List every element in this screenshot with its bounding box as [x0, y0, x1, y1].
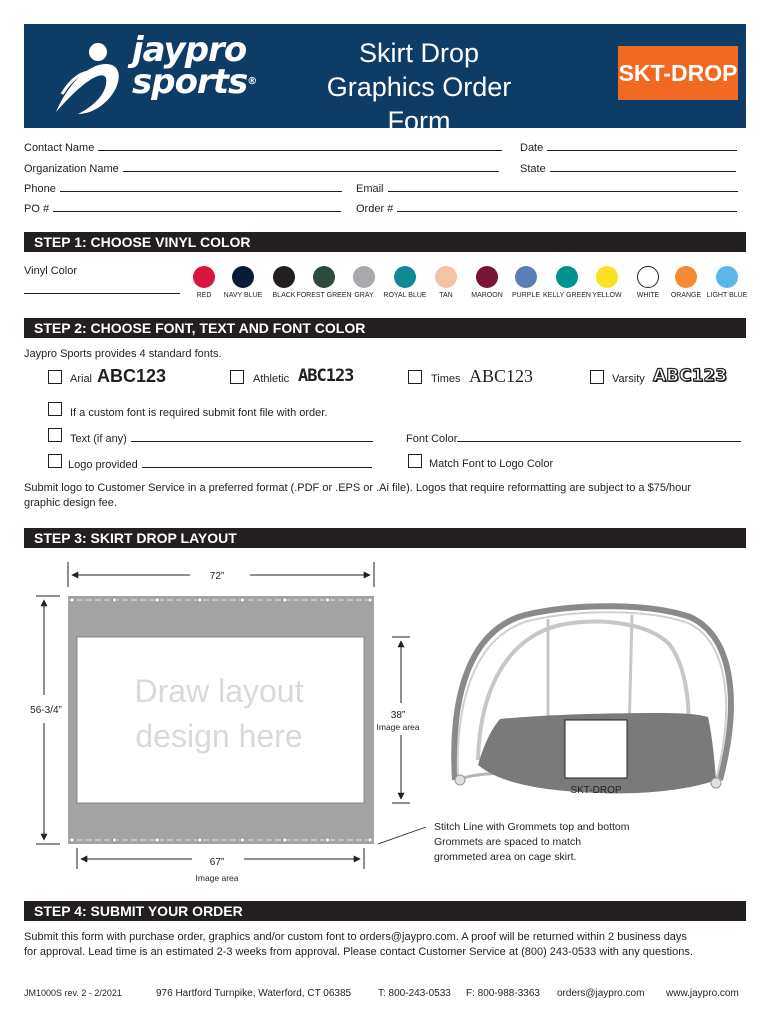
text-if-any-input[interactable]: [131, 432, 373, 442]
jaypro-logo-icon: [48, 34, 138, 118]
grommet-top-5: [240, 598, 244, 602]
swatch-tan[interactable]: [435, 266, 457, 288]
swatch-maroon[interactable]: [476, 266, 498, 288]
logo-note-line-1: Submit logo to Customer Service in a preferred format (.PDF or .EPS or .Ai file). Logos that require reformatting are subject to a $75/hour: [24, 482, 692, 494]
match-font-label: Match Font to Logo Color: [429, 458, 554, 470]
organization-name-field[interactable]: [24, 162, 499, 175]
match-font-checkbox[interactable]: [408, 454, 422, 468]
swatch-light-blue[interactable]: [716, 266, 738, 288]
logo-line-2: sports: [132, 62, 248, 102]
dim-72-label: 72”: [209, 571, 225, 582]
email-input[interactable]: [388, 182, 738, 192]
footer-address: 976 Hartford Turnpike, Waterford, CT 06385: [156, 988, 352, 999]
swatch-red[interactable]: [193, 266, 215, 288]
dim-38-label: 38”: [390, 710, 406, 721]
footer-email[interactable]: orders@jaypro.com: [557, 988, 645, 999]
email-label: Email: [356, 183, 384, 195]
logo-provided-input[interactable]: [142, 458, 372, 468]
date-field[interactable]: [520, 141, 737, 154]
text-if-any-field[interactable]: [70, 432, 373, 445]
custom-font-checkbox[interactable]: [48, 402, 62, 416]
dim-67-image-area-label: Image area: [195, 873, 239, 883]
font-arial-label: Arial: [70, 373, 93, 385]
step-2-heading: STEP 2: CHOOSE FONT, TEXT AND FONT COLOR: [24, 318, 746, 338]
font-athletic-checkbox[interactable]: [230, 370, 244, 384]
swatch-label-black: BLACK: [272, 292, 296, 299]
font-arial-checkbox[interactable]: [48, 370, 62, 384]
swatch-orange[interactable]: [675, 266, 697, 288]
grommet-top-3: [155, 598, 159, 602]
footer-tel: T: 800-243-0533: [378, 988, 451, 999]
font-varsity-label: Varsity: [612, 373, 645, 385]
text-if-any-label: Text (if any): [70, 433, 127, 445]
stitch-note-line-2: Grommets are spaced to match: [434, 836, 582, 848]
swatch-kelly-green[interactable]: [556, 266, 578, 288]
grommet-top-8: [368, 598, 372, 602]
vinyl-color-label: Vinyl Color: [24, 265, 77, 277]
stitch-callout-line: [378, 827, 426, 844]
po-label: PO #: [24, 203, 50, 215]
phone-field[interactable]: [24, 182, 342, 195]
footer-web[interactable]: www.jaypro.com: [666, 988, 739, 999]
grommet-bottom-6: [283, 838, 287, 842]
swatch-label-yellow: YELLOW: [592, 292, 622, 299]
swatch-label-kelly-green: KELLY GREEN: [543, 292, 591, 299]
logo-provided-label: Logo provided: [68, 459, 138, 471]
product-label: SKT-DROP: [570, 785, 622, 796]
dim-67-label: 67”: [209, 857, 225, 868]
cage-illustration: [454, 606, 731, 793]
font-color-label: Font Color: [406, 433, 458, 445]
po-field[interactable]: [24, 202, 341, 215]
swatch-label-forest-green: FOREST GREEN: [296, 292, 352, 299]
swatch-navy-blue[interactable]: [232, 266, 254, 288]
draw-layout-line-2: design here: [135, 718, 303, 754]
form-title-line-1: Skirt Drop: [358, 38, 480, 68]
grommet-bottom-8: [368, 838, 372, 842]
stitch-note-line-1: Stitch Line with Grommets top and bottom: [434, 821, 630, 833]
footer-rev: JM1000S rev. 2 - 2/2021: [24, 988, 122, 998]
grommet-top-2: [113, 598, 117, 602]
swatch-label-navy-blue: NAVY BLUE: [223, 292, 263, 299]
font-arial-sample: ABC123: [97, 366, 167, 386]
font-times-sample: ABC123: [469, 366, 534, 386]
skirt-layout-diagram: [0, 555, 770, 895]
logo-text: [132, 30, 257, 102]
font-color-field[interactable]: [406, 432, 741, 445]
font-times-checkbox[interactable]: [408, 370, 422, 384]
swatch-label-white: WHITE: [636, 292, 660, 299]
sku-badge: SKT-DROP: [618, 46, 738, 100]
font-athletic-label: Athletic: [253, 373, 290, 385]
dim-height-label: 56-3/4”: [30, 705, 62, 716]
grommet-top-7: [325, 598, 329, 602]
grommet-top-1: [70, 598, 74, 602]
swatch-label-light-blue: LIGHT BLUE: [706, 292, 748, 299]
form-title: [294, 36, 544, 138]
dim-38-image-area-label: Image area: [376, 722, 420, 732]
submit-line-2: for approval. Lead time is an estimated 2-3 weeks from approval. Please contact Customer Service at (800) 243-0533 with any questions.: [24, 946, 693, 958]
grommet-bottom-4: [198, 838, 202, 842]
logo-line-1: jaypro: [132, 30, 247, 70]
date-input[interactable]: [547, 141, 737, 151]
vinyl-color-input[interactable]: [24, 293, 180, 294]
order-input[interactable]: [397, 202, 737, 212]
font-times-label: Times: [431, 373, 461, 385]
stitch-note-line-3: grommeted area on cage skirt.: [434, 851, 577, 863]
organization-name-input[interactable]: [123, 162, 499, 172]
fonts-intro: Jaypro Sports provides 4 standard fonts.: [24, 348, 222, 360]
state-input[interactable]: [550, 162, 736, 172]
swatch-label-royal-blue: ROYAL BLUE: [383, 292, 427, 299]
grommet-top-6: [283, 598, 287, 602]
swatch-forest-green[interactable]: [313, 266, 335, 288]
font-varsity-checkbox[interactable]: [590, 370, 604, 384]
swatch-label-tan: TAN: [439, 292, 453, 299]
submit-line-1: Submit this form with purchase order, graphics and/or custom font to orders@jaypro.com. A proof will be returned within 2 business days: [24, 931, 687, 943]
phone-label: Phone: [24, 183, 56, 195]
grommet-top-4: [198, 598, 202, 602]
order-field[interactable]: [356, 202, 737, 215]
swatch-label-red: RED: [196, 292, 212, 299]
logo-note: [24, 481, 691, 511]
grommet-bottom-7: [325, 838, 329, 842]
swatch-label-purple: PURPLE: [511, 292, 541, 299]
text-checkbox[interactable]: [48, 428, 62, 442]
po-input[interactable]: [53, 202, 341, 212]
footer-fax: F: 800-988-3363: [466, 988, 540, 999]
swatch-yellow[interactable]: [596, 266, 618, 288]
header-band: [24, 24, 746, 136]
form-title-line-2: Graphics Order Form: [326, 72, 512, 136]
grommet-bottom-1: [70, 838, 74, 842]
step-3-heading: STEP 3: SKIRT DROP LAYOUT: [24, 528, 746, 548]
cage-image-area: [565, 720, 627, 778]
state-label: State: [520, 163, 546, 175]
step-4-heading: STEP 4: SUBMIT YOUR ORDER: [24, 901, 746, 921]
swatch-label-orange: ORANGE: [670, 292, 702, 299]
font-athletic-sample: ABC123: [298, 366, 354, 386]
logo-provided-checkbox[interactable]: [48, 454, 62, 468]
swatch-label-gray: GRAY: [354, 292, 374, 299]
contact-name-input[interactable]: [98, 141, 502, 151]
swatch-gray[interactable]: [353, 266, 375, 288]
organization-name-label: Organization Name: [24, 163, 119, 175]
registered-mark: ®: [247, 76, 257, 87]
draw-layout-line-1: Draw layout: [134, 673, 304, 709]
font-varsity-sample: ABC123: [653, 366, 728, 386]
contact-name-label: Contact Name: [24, 142, 95, 154]
logo-provided-field[interactable]: [68, 458, 372, 471]
email-field[interactable]: [356, 182, 738, 195]
date-label: Date: [520, 142, 544, 154]
step-1-heading: STEP 1: CHOOSE VINYL COLOR: [24, 232, 746, 252]
grommet-bottom-3: [155, 838, 159, 842]
swatch-royal-blue[interactable]: [394, 266, 416, 288]
state-field[interactable]: [520, 162, 736, 175]
contact-name-field[interactable]: [24, 141, 502, 154]
swatch-white[interactable]: [637, 266, 659, 288]
swatch-label-maroon: MAROON: [471, 292, 503, 299]
font-color-input[interactable]: [457, 432, 741, 442]
logo-note-line-2: graphic design fee.: [24, 497, 117, 509]
submit-instructions: [24, 930, 693, 960]
custom-font-label: If a custom font is required submit font file with order.: [70, 407, 328, 419]
swatch-black[interactable]: [273, 266, 295, 288]
order-label: Order #: [356, 203, 394, 215]
swatch-purple[interactable]: [515, 266, 537, 288]
grommet-bottom-2: [113, 838, 117, 842]
grommet-bottom-5: [240, 838, 244, 842]
phone-input[interactable]: [60, 182, 342, 192]
